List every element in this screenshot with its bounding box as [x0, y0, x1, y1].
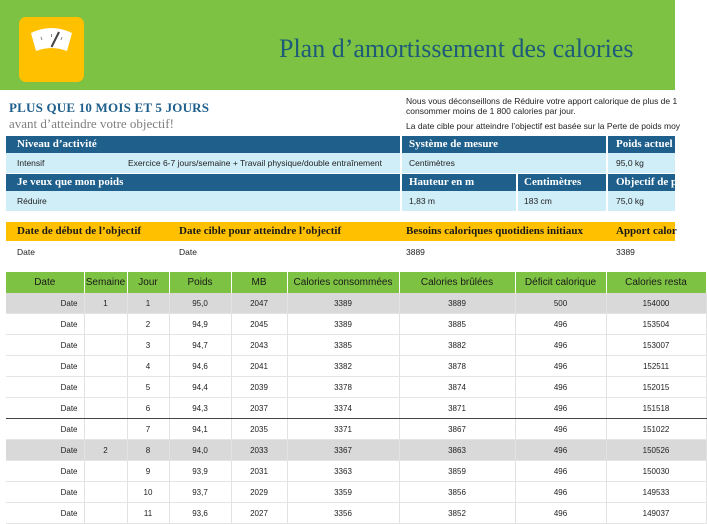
- activity-description: Exercice 6-7 jours/semaine + Travail physique/double entraînement: [128, 158, 382, 168]
- table-cell[interactable]: 500: [515, 293, 606, 314]
- table-row: [6, 482, 706, 503]
- table-cell[interactable]: 2031: [231, 461, 287, 482]
- table-cell[interactable]: 8: [127, 440, 169, 461]
- table-cell[interactable]: 3378: [287, 377, 399, 398]
- table-cell[interactable]: 496: [515, 461, 606, 482]
- table-cell[interactable]: [84, 482, 127, 503]
- settings-header-row-2: [6, 174, 678, 191]
- table-row: [6, 314, 706, 335]
- divider: [400, 153, 402, 173]
- column-header: MB: [231, 272, 287, 293]
- table-cell[interactable]: 153007: [606, 335, 706, 356]
- table-cell[interactable]: 3863: [399, 440, 515, 461]
- dates-value-row: [6, 241, 675, 263]
- table-cell[interactable]: 1: [84, 293, 127, 314]
- intake-value: 3389: [616, 247, 635, 257]
- table-cell[interactable]: 94,1: [169, 419, 231, 440]
- table-row: [6, 503, 706, 524]
- table-cell[interactable]: 154000: [606, 293, 706, 314]
- table-cell[interactable]: 3356: [287, 503, 399, 524]
- initial-needs-value: 3889: [406, 247, 425, 257]
- table-cell[interactable]: Date: [6, 377, 84, 398]
- table-cell[interactable]: 2: [127, 314, 169, 335]
- table-cell[interactable]: 4: [127, 356, 169, 377]
- table-cell[interactable]: 2039: [231, 377, 287, 398]
- table-cell[interactable]: [84, 419, 127, 440]
- table-cell[interactable]: 93,6: [169, 503, 231, 524]
- height-cm-label: Centimètres: [524, 176, 582, 188]
- table-cell[interactable]: 1: [127, 293, 169, 314]
- table-cell[interactable]: 2027: [231, 503, 287, 524]
- current-weight-input[interactable]: 95,0 kg: [616, 158, 644, 168]
- table-row: [6, 419, 706, 440]
- table-cell[interactable]: 151518: [606, 398, 706, 419]
- table-cell[interactable]: 496: [515, 377, 606, 398]
- divider: [400, 174, 402, 191]
- advice-note-line1: Nous vous déconseillons de Réduire votre apport calorique de plus de 1: [406, 96, 678, 106]
- divider: [400, 191, 402, 211]
- table-cell[interactable]: 3859: [399, 461, 515, 482]
- measure-system-input[interactable]: Centimètres: [409, 158, 455, 168]
- table-row: [6, 293, 706, 314]
- table-cell[interactable]: 152015: [606, 377, 706, 398]
- intake-label: Apport calor: [616, 225, 677, 237]
- divider: [606, 136, 608, 153]
- column-header: Jour: [127, 272, 169, 293]
- table-cell[interactable]: 151022: [606, 419, 706, 440]
- table-cell[interactable]: 10: [127, 482, 169, 503]
- table-cell[interactable]: 2029: [231, 482, 287, 503]
- table-cell[interactable]: 3363: [287, 461, 399, 482]
- table-cell[interactable]: 3389: [287, 314, 399, 335]
- table-cell[interactable]: 7: [127, 419, 169, 440]
- table-cell[interactable]: Date: [6, 293, 84, 314]
- advice-note-line2: consommer moins de 1 800 calories par jour.: [406, 106, 576, 116]
- height-m-label: Hauteur en m: [409, 176, 475, 188]
- page-title: Plan d’amortissement des calories: [279, 34, 634, 63]
- table-cell[interactable]: 93,9: [169, 461, 231, 482]
- table-cell[interactable]: Date: [6, 356, 84, 377]
- table-cell[interactable]: Date: [6, 482, 84, 503]
- goal-input[interactable]: Réduire: [17, 196, 47, 206]
- table-cell[interactable]: 3374: [287, 398, 399, 419]
- table-cell[interactable]: [84, 398, 127, 419]
- measure-system-label: Système de mesure: [409, 138, 498, 150]
- calorie-schedule-table: [6, 272, 707, 524]
- table-cell[interactable]: 496: [515, 503, 606, 524]
- table-cell[interactable]: 2037: [231, 398, 287, 419]
- table-cell[interactable]: [84, 503, 127, 524]
- start-date-input[interactable]: Date: [17, 247, 35, 257]
- divider: [400, 136, 402, 153]
- table-cell[interactable]: 496: [515, 335, 606, 356]
- height-m-input[interactable]: 1,83 m: [409, 196, 435, 206]
- table-cell[interactable]: 150526: [606, 440, 706, 461]
- table-cell[interactable]: 496: [515, 356, 606, 377]
- table-cell[interactable]: 94,4: [169, 377, 231, 398]
- table-cell[interactable]: 496: [515, 440, 606, 461]
- table-cell[interactable]: 2041: [231, 356, 287, 377]
- column-header: Calories resta: [606, 272, 706, 293]
- table-cell[interactable]: 93,7: [169, 482, 231, 503]
- divider: [606, 153, 608, 173]
- table-cell[interactable]: 153504: [606, 314, 706, 335]
- column-header: Calories consommées: [287, 272, 399, 293]
- divider: [516, 174, 518, 191]
- column-header: Déficit calorique: [515, 272, 606, 293]
- target-date-value: Date: [179, 247, 197, 257]
- goal-label: Je veux que mon poids: [17, 176, 124, 188]
- table-cell[interactable]: 2045: [231, 314, 287, 335]
- table-cell[interactable]: 150030: [606, 461, 706, 482]
- table-cell[interactable]: 94,7: [169, 335, 231, 356]
- table-cell[interactable]: 2043: [231, 335, 287, 356]
- table-cell[interactable]: 496: [515, 482, 606, 503]
- divider: [606, 191, 608, 211]
- table-cell[interactable]: 2033: [231, 440, 287, 461]
- table-row: [6, 398, 706, 419]
- table-cell[interactable]: 3889: [399, 293, 515, 314]
- settings-value-row-2: [6, 191, 675, 211]
- table-cell[interactable]: [84, 461, 127, 482]
- table-cell[interactable]: 149533: [606, 482, 706, 503]
- table-cell[interactable]: 3878: [399, 356, 515, 377]
- table-cell[interactable]: Date: [6, 419, 84, 440]
- table-cell[interactable]: 6: [127, 398, 169, 419]
- table-cell[interactable]: Date: [6, 335, 84, 356]
- table-cell[interactable]: 152511: [606, 356, 706, 377]
- table-cell[interactable]: 11: [127, 503, 169, 524]
- column-header: Semaine: [84, 272, 127, 293]
- scale-icon: [19, 17, 84, 82]
- table-cell[interactable]: 496: [515, 314, 606, 335]
- start-date-label: Date de début de l’objectif: [17, 225, 142, 237]
- table-cell[interactable]: [84, 314, 127, 335]
- goal-weight-label: Objectif de p: [616, 176, 678, 188]
- table-cell[interactable]: 3871: [399, 398, 515, 419]
- table-row: [6, 356, 706, 377]
- divider: [516, 191, 518, 211]
- table-cell[interactable]: 3371: [287, 419, 399, 440]
- table-cell[interactable]: 3359: [287, 482, 399, 503]
- height-cm-value: 183 cm: [524, 196, 552, 206]
- table-cell[interactable]: 3856: [399, 482, 515, 503]
- current-weight-label: Poids actuel: [616, 138, 673, 150]
- logo: [19, 17, 84, 82]
- table-cell[interactable]: 3382: [287, 356, 399, 377]
- table-cell[interactable]: 2035: [231, 419, 287, 440]
- initial-needs-label: Besoins caloriques quotidiens initiaux: [406, 225, 583, 237]
- table-cell[interactable]: [84, 356, 127, 377]
- target-date-note: La date cible pour atteindre l’objectif est basée sur la Perte de poids moy: [406, 121, 681, 131]
- target-date-label: Date cible pour atteindre l’objectif: [179, 225, 342, 237]
- table-cell[interactable]: 149037: [606, 503, 706, 524]
- table-cell[interactable]: 3367: [287, 440, 399, 461]
- activity-level-label: Niveau d’activité: [17, 138, 97, 150]
- table-cell[interactable]: Date: [6, 314, 84, 335]
- time-remaining-subline: avant d’atteindre votre objectif!: [9, 116, 174, 131]
- table-cell[interactable]: 94,6: [169, 356, 231, 377]
- goal-weight-input[interactable]: 75,0 kg: [616, 196, 644, 206]
- table-cell[interactable]: [84, 377, 127, 398]
- table-row: [6, 377, 706, 398]
- dates-header-row: [6, 222, 675, 241]
- table-cell[interactable]: 94,3: [169, 398, 231, 419]
- table-cell[interactable]: 94,9: [169, 314, 231, 335]
- divider: [606, 174, 608, 191]
- table-cell[interactable]: 95,0: [169, 293, 231, 314]
- activity-level-input[interactable]: Intensif: [17, 158, 45, 168]
- table-cell[interactable]: 496: [515, 419, 606, 440]
- table-cell[interactable]: Date: [6, 398, 84, 419]
- table-cell[interactable]: 3: [127, 335, 169, 356]
- column-header: Calories brûlées: [399, 272, 515, 293]
- table-cell[interactable]: 3867: [399, 419, 515, 440]
- table-cell[interactable]: 3882: [399, 335, 515, 356]
- table-cell[interactable]: Date: [6, 440, 84, 461]
- table-cell[interactable]: 3852: [399, 503, 515, 524]
- table-cell[interactable]: 3389: [287, 293, 399, 314]
- table-cell[interactable]: [84, 335, 127, 356]
- time-remaining-headline: PLUS QUE 10 MOIS ET 5 JOURS: [9, 100, 210, 115]
- column-header: Poids: [169, 272, 231, 293]
- table-cell[interactable]: 496: [515, 398, 606, 419]
- table-cell[interactable]: 2: [84, 440, 127, 461]
- table-cell[interactable]: 9: [127, 461, 169, 482]
- table-cell[interactable]: Date: [6, 461, 84, 482]
- column-header: Date: [6, 272, 84, 293]
- settings-value-row-1: [6, 153, 675, 173]
- table-cell[interactable]: 3874: [399, 377, 515, 398]
- table-row: [6, 335, 706, 356]
- table-cell[interactable]: Date: [6, 503, 84, 524]
- table-row: [6, 461, 706, 482]
- table-row: [6, 440, 706, 461]
- settings-header-row-1: [6, 136, 675, 153]
- table-cell[interactable]: 5: [127, 377, 169, 398]
- table-cell[interactable]: 2047: [231, 293, 287, 314]
- table-cell[interactable]: 3885: [399, 314, 515, 335]
- schedule-header-row: [6, 272, 706, 293]
- table-cell[interactable]: 94,0: [169, 440, 231, 461]
- table-cell[interactable]: 3385: [287, 335, 399, 356]
